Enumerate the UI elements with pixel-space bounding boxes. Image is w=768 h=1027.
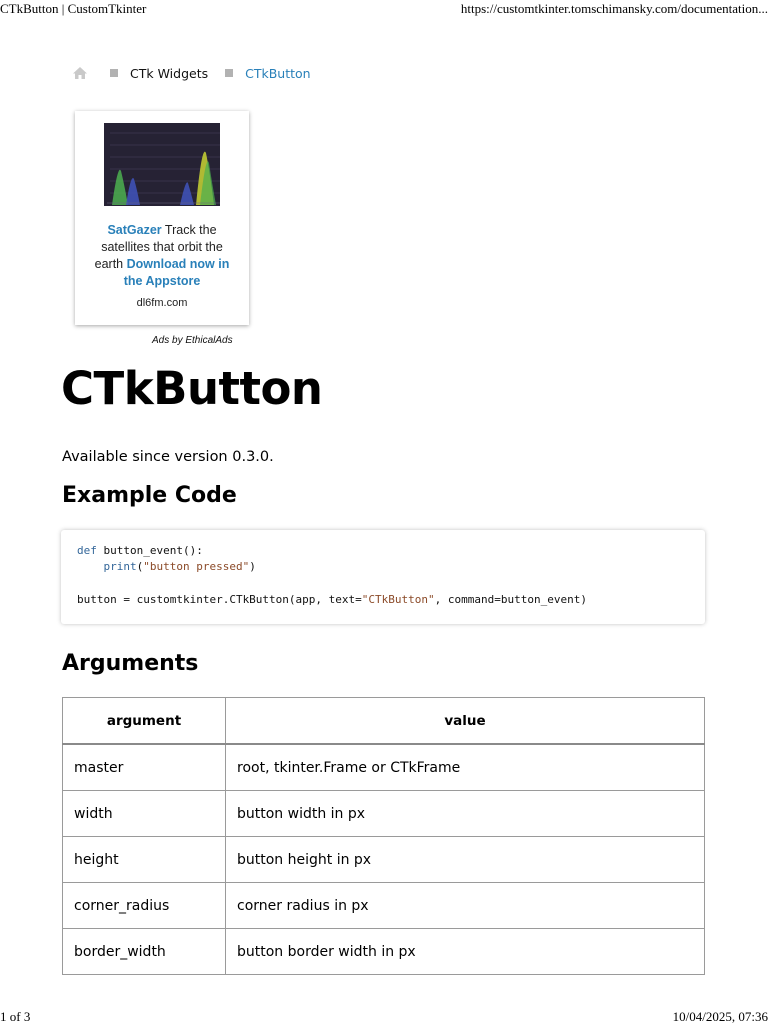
page-title: CTkButton	[61, 362, 323, 415]
print-page-number: 1 of 3	[0, 1009, 31, 1024]
arguments-table	[62, 697, 705, 975]
argument-name: corner_radius	[63, 883, 226, 929]
code-line-1	[77, 543, 203, 559]
argument-name: width	[63, 791, 226, 837]
ad-credit-link[interactable]: Ads by EthicalAds	[152, 335, 233, 346]
ad-text	[87, 222, 237, 290]
table-row	[63, 837, 705, 883]
argument-value: corner radius in px	[226, 883, 705, 929]
argument-value: button border width in px	[226, 929, 705, 975]
print-page-url: https://customtkinter.tomschimansky.com/documentation...	[460, 1, 768, 16]
print-footer	[0, 1009, 768, 1027]
table-header-row	[63, 698, 705, 745]
table-row	[63, 791, 705, 837]
code-keyword: def	[77, 544, 97, 557]
ad-brand-link[interactable]: SatGazer	[107, 223, 162, 237]
breadcrumb-separator	[110, 69, 118, 77]
code-text: )	[249, 560, 256, 573]
code-string: "button pressed"	[143, 560, 250, 573]
example-code-heading: Example Code	[62, 483, 237, 508]
code-text: (	[136, 560, 144, 573]
header-argument: argument	[63, 698, 226, 745]
code-builtin: print	[103, 560, 137, 573]
table-row	[63, 744, 705, 791]
breadcrumb	[72, 64, 328, 82]
home-icon[interactable]	[72, 66, 88, 80]
table-row	[63, 929, 705, 975]
argument-name: height	[63, 837, 226, 883]
code-text: button = customtkinter.CTkButton(app, text=	[77, 593, 362, 606]
code-text: , command=button_event)	[434, 593, 587, 606]
code-line-2	[77, 559, 256, 575]
header-value: value	[226, 698, 705, 745]
ad-domain: dl6fm.com	[136, 297, 188, 309]
arguments-heading: Arguments	[62, 651, 199, 676]
code-line-3	[77, 592, 587, 608]
print-header	[0, 1, 768, 19]
code-text: button_event():	[96, 544, 203, 557]
ad-satellite-chart-image[interactable]	[104, 123, 220, 206]
code-indent	[77, 560, 104, 573]
argument-name: border_width	[63, 929, 226, 975]
breadcrumb-separator	[225, 69, 233, 77]
breadcrumb-ctkbutton[interactable]: CTkButton	[245, 65, 311, 81]
breadcrumb-ctk-widgets[interactable]: CTk Widgets	[130, 65, 209, 81]
table-row	[63, 883, 705, 929]
argument-value: button height in px	[226, 837, 705, 883]
argument-value: button width in px	[226, 791, 705, 837]
argument-value: root, tkinter.Frame or CTkFrame	[226, 744, 705, 791]
argument-name: master	[63, 744, 226, 791]
print-datetime: 10/04/2025, 07:36	[672, 1009, 768, 1024]
ad-card[interactable]	[75, 111, 249, 325]
code-block[interactable]	[61, 530, 705, 624]
code-string: "CTkButton"	[361, 593, 435, 606]
print-page-title: CTkButton | CustomTkinter	[0, 1, 147, 16]
ad-cta-link[interactable]: Download now in the Appstore	[123, 257, 230, 288]
version-note: Available since version 0.3.0.	[62, 448, 274, 465]
ad-description: Track the satellites that orbit the earth	[94, 223, 223, 271]
